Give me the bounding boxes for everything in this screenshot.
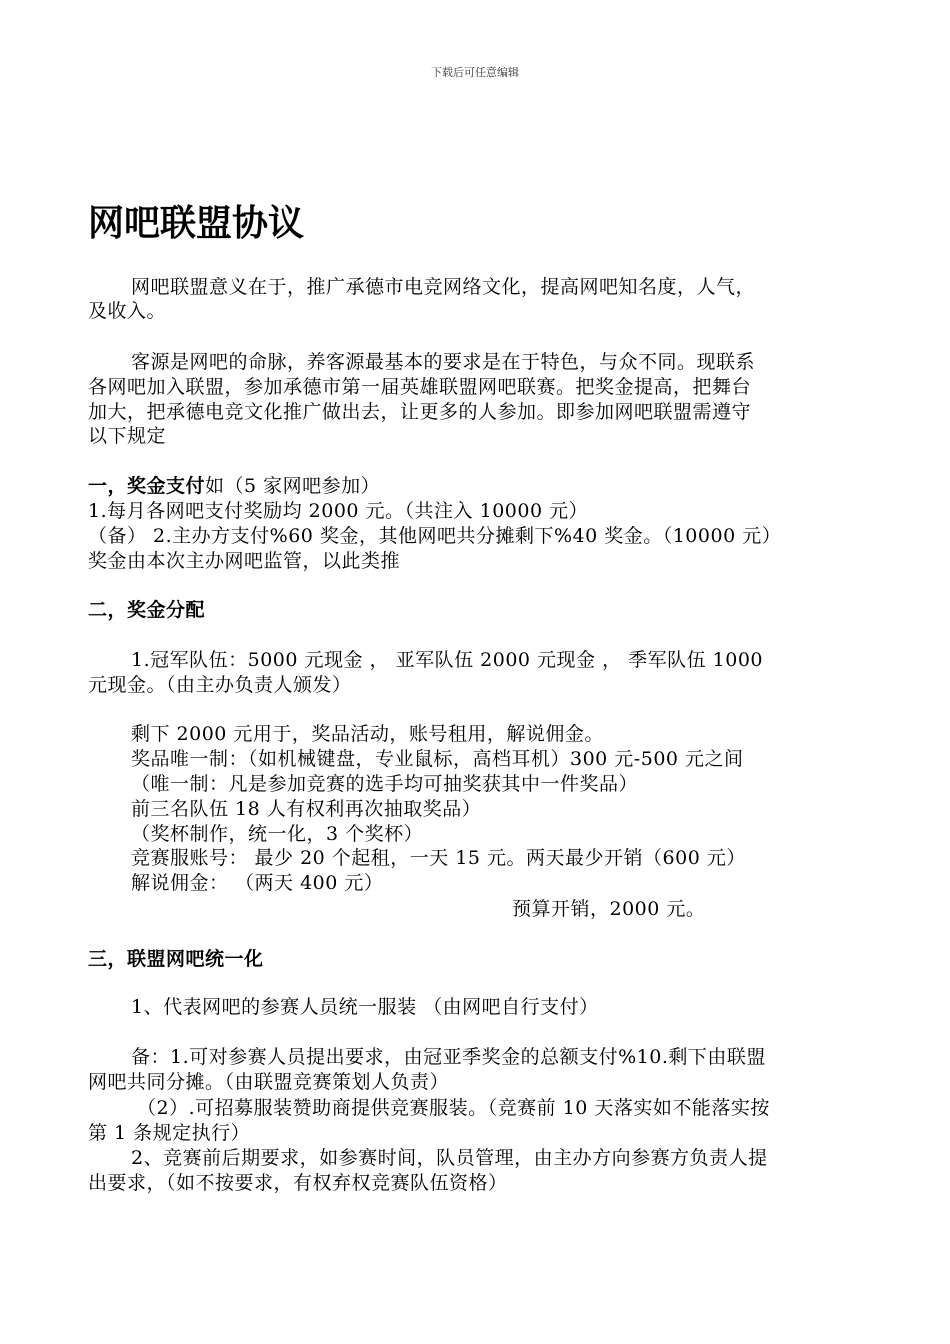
section1-line3: 奖金由本次主办网吧监管，以此类推	[88, 550, 401, 572]
section1-line1: 1.每月各网吧支付奖励均 2000 元。（共注入 10000 元）	[88, 500, 589, 522]
page-header: 下载后可任意编辑	[431, 66, 519, 79]
section2-line3: （唯一制：凡是参加竞赛的选手均可抽奖获其中一件奖品）	[131, 773, 639, 795]
section3-heading: 三，联盟网吧统一化	[88, 948, 264, 970]
section2-line2: 奖品唯一制：（如机械键盘，专业鼠标，高档耳机）300 元-500 元之间	[131, 748, 744, 770]
section2-prize-line2: 元现金。（由主办负责人颁发）	[88, 674, 352, 696]
section1-heading-line	[88, 474, 380, 498]
intro-p2-line2: 各网吧加入联盟，参加承德市第一届英雄联盟网吧联赛。把奖金提高，把舞台	[88, 376, 752, 398]
section2-prize-line1: 1.冠军队伍：5000 元现金 ， 亚军队伍 2000 元现金 ， 季军队伍 1000	[131, 649, 764, 671]
section3-note-line1: 备：1.可对参赛人员提出要求，由冠亚季奖金的总额支付%10.剩下由联盟	[131, 1046, 766, 1068]
intro-p2-line1: 客源是网吧的命脉，养客源最基本的要求是在于特色，与众不同。现联系	[131, 351, 756, 373]
section1-heading-tail: 如（5 家网吧参加）	[205, 475, 381, 497]
section2-budget: 预算开销，2000 元。	[512, 898, 706, 920]
section2-line6: 竞赛服账号： 最少 20 个起租，一天 15 元。两天最少开销（600 元）	[131, 847, 746, 869]
section3-note2-line2: 第 1 条规定执行）	[88, 1122, 251, 1144]
section3-note-line2: 网吧共同分摊。（由联盟竞赛策划人负责）	[88, 1071, 450, 1093]
intro-p1-line2: 及收入。	[88, 300, 167, 322]
section2-line1: 剩下 2000 元用于，奖品活动，账号租用，解说佣金。	[131, 723, 604, 745]
section1-line2: （备） 2.主办方支付%60 奖金，其他网吧共分摊剩下%40 奖金。（10000 元）	[88, 525, 782, 547]
intro-p2-line4: 以下规定	[88, 425, 167, 447]
intro-p2-line3: 加大，把承德电竞文化推广做出去，让更多的人参加。即参加网吧联盟需遵守	[88, 401, 752, 423]
section2-heading: 二，奖金分配	[88, 599, 206, 621]
section3-item2-line1: 2、竞赛前后期要求，如参赛时间，队员管理，由主办方向参赛方负责人提	[131, 1147, 768, 1169]
document-title: 网吧联盟协议	[88, 203, 305, 244]
section2-line4: 前三名队伍 18 人有权利再次抽取奖品）	[131, 798, 482, 820]
section3-item1: 1、代表网吧的参赛人员统一服装 （由网吧自行支付）	[131, 996, 599, 1018]
section1-heading: 一，奖金支付	[88, 475, 206, 497]
section3-note2-line1: （2）.可招募服装赞助商提供竞赛服装。（竞赛前 10 天落实如不能落实按	[137, 1097, 770, 1119]
intro-p1-line1: 网吧联盟意义在于，推广承德市电竞网络文化，提高网吧知名度，人气，	[131, 276, 756, 298]
section3-item2-line2: 出要求，（如不按要求，有权弃权竞赛队伍资格）	[88, 1172, 508, 1194]
section2-line5: （奖杯制作，统一化，3 个奖杯）	[131, 823, 424, 845]
section2-line7: 解说佣金： （两天 400 元）	[131, 872, 384, 894]
